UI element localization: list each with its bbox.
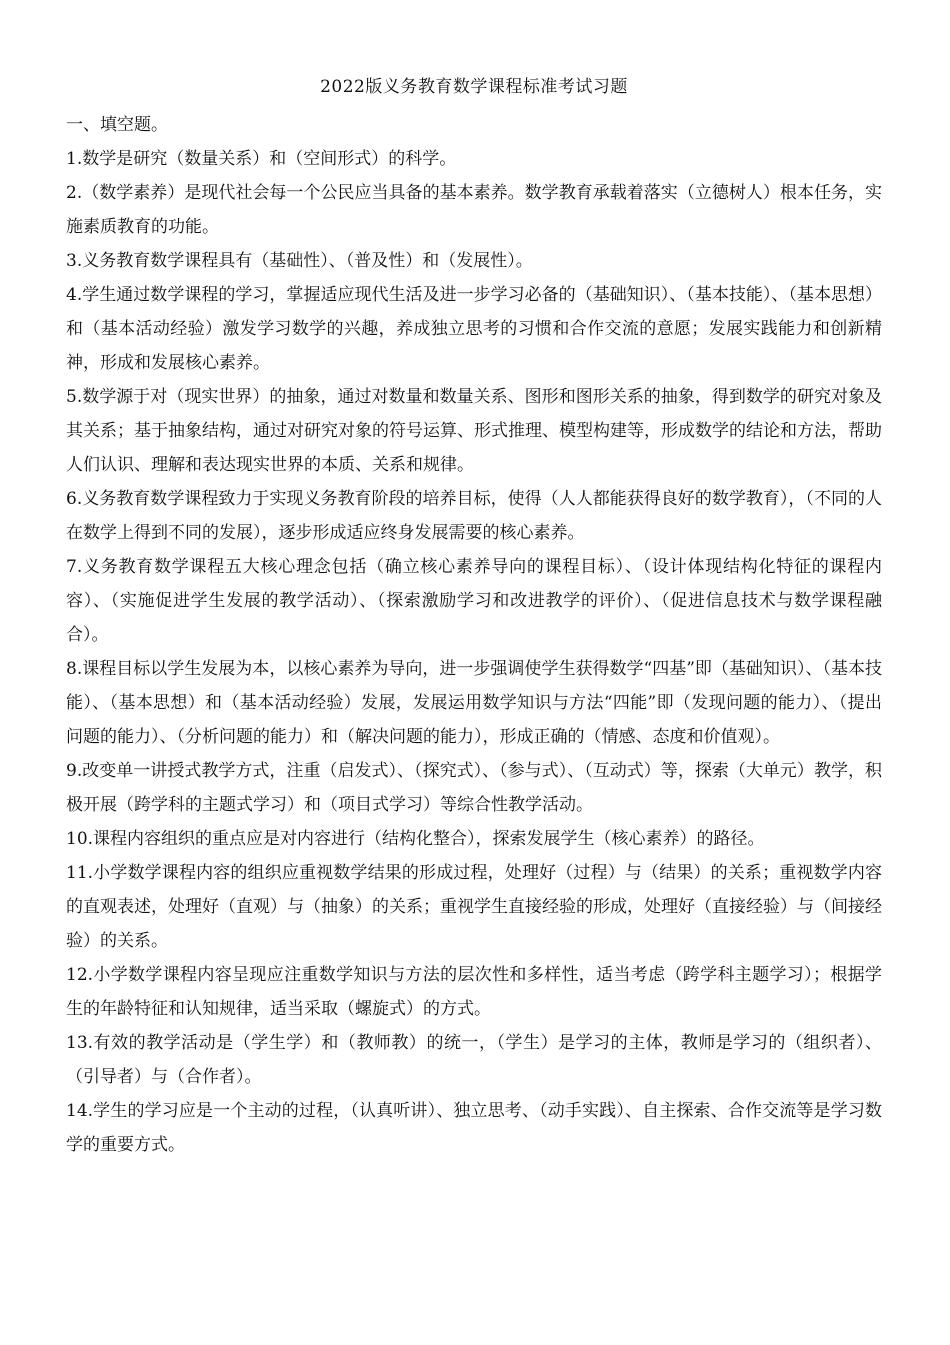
question-3: 3.义务教育数学课程具有（基础性）、（普及性）和（发展性）。 bbox=[66, 251, 533, 271]
document-title: 2022版义务教育数学课程标准考试习题 bbox=[320, 77, 628, 97]
question-5: 5.数学源于对（现实世界）的抽象，通过对数量和数量关系、图形和图形关系的抽象，得到数学的研究对象及其关系；基于抽象结构，通过对研究对象的符号运算、形式推理、模型构建等，形成数学的结论和方法，帮助人们认识、理解和表达现实世界的本质、关系和规律。 bbox=[66, 387, 882, 475]
question-14: 14.学生的学习应是一个主动的过程，（认真听讲）、独立思考、（动手实践）、自主探索、合作交流等是学习数学的重要方式。 bbox=[66, 1101, 882, 1155]
question-12: 12.小学数学课程内容呈现应注重数学知识与方法的层次性和多样性，适当考虑（跨学科主题学习）；根据学生的年龄特征和认知规律，适当采取（螺旋式）的方式。 bbox=[66, 965, 882, 1019]
question-8: 8.课程目标以学生发展为本，以核心素养为导向，进一步强调使学生获得数学“四基”即（基础知识）、（基本技能）、（基本思想）和（基本活动经验）发展，发展运用数学知识与方法“四能”即（发现问题的能力）、（提出问题的能力）、（分析问题的能力）和（解决问题的能力），形成正确的（情感、态度和价值观）。 bbox=[66, 659, 882, 747]
section-heading: 一、填空题。 bbox=[66, 115, 168, 135]
question-10: 10.课程内容组织的重点应是对内容进行（结构化整合），探索发展学生（核心素养）的路径。 bbox=[66, 829, 765, 849]
question-9: 9.改变单一讲授式教学方式，注重（启发式）、（探究式）、（参与式）、（互动式）等，探索（大单元）教学，积极开展（跨学科的主题式学习）和（项目式学习）等综合性教学活动。 bbox=[66, 761, 882, 815]
question-13: 13.有效的教学活动是（学生学）和（教师教）的统一，（学生）是学习的主体，教师是学习的（组织者）、（引导者）与（合作者）。 bbox=[66, 1033, 882, 1087]
question-6: 6.义务教育数学课程致力于实现义务教育阶段的培养目标，使得（人人都能获得良好的数学教育），（不同的人在数学上得到不同的发展），逐步形成适应终身发展需要的核心素养。 bbox=[66, 489, 882, 543]
question-2: 2.（数学素养）是现代社会每一个公民应当具备的基本素养。数学教育承载着落实（立德树人）根本任务，实施素质教育的功能。 bbox=[66, 183, 882, 237]
question-4: 4.学生通过数学课程的学习，掌握适应现代生活及进一步学习必备的（基础知识）、（基本技能）、（基本思想）和（基本活动经验）激发学习数学的兴趣，养成独立思考的习惯和合作交流的意愿；发展实践能力和创新精神，形成和发展核心素养。 bbox=[66, 285, 882, 373]
question-1: 1.数学是研究（数量关系）和（空间形式）的科学。 bbox=[66, 149, 457, 169]
question-7: 7.义务教育数学课程五大核心理念包括（确立核心素养导向的课程目标）、（设计体现结构化特征的课程内容）、（实施促进学生发展的教学活动）、（探索激励学习和改进教学的评价）、（促进信息技术与数学课程融合）。 bbox=[66, 557, 882, 645]
question-11: 11.小学数学课程内容的组织应重视数学结果的形成过程，处理好（过程）与（结果）的关系；重视数学内容的直观表述，处理好（直观）与（抽象）的关系；重视学生直接经验的形成，处理好（直接经验）与（间接经验）的关系。 bbox=[66, 863, 882, 951]
